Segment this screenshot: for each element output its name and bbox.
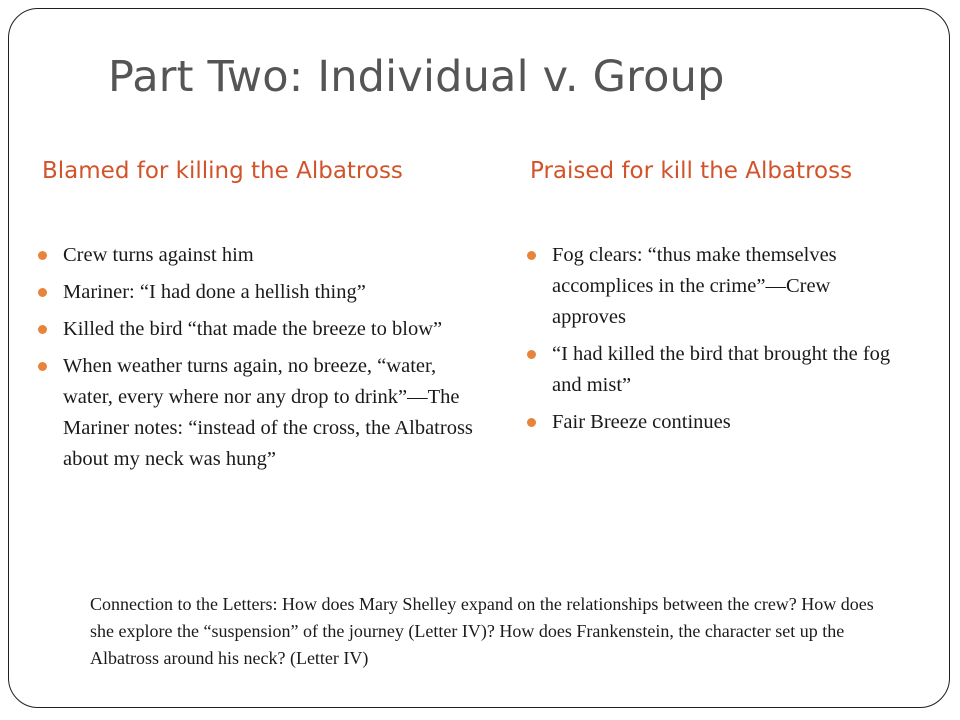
bullet-item — [38, 277, 478, 308]
right-bullet-list — [527, 240, 907, 444]
bullet-dot-icon — [38, 362, 47, 371]
left-bullet-list — [38, 240, 478, 481]
slide-title: Part Two: Individual v. Group — [108, 52, 725, 102]
bullet-dot-icon — [38, 325, 47, 334]
bullet-dot-icon — [38, 288, 47, 297]
bullet-dot-icon — [527, 251, 536, 260]
bullet-text: Mariner: “I had done a hellish thing” — [63, 281, 366, 303]
bullet-dot-icon — [527, 418, 536, 427]
bullet-item — [527, 339, 907, 401]
bullet-dot-icon — [527, 350, 536, 359]
bullet-item — [38, 240, 478, 271]
right-column-heading: Praised for kill the Albatross — [530, 158, 853, 184]
bullet-text: Crew turns against him — [63, 244, 254, 266]
bullet-item — [527, 407, 907, 438]
bullet-item — [527, 240, 907, 333]
bullet-item — [38, 314, 478, 345]
bullet-dot-icon — [38, 251, 47, 260]
bullet-item — [38, 351, 478, 475]
bullet-text: Killed the bird “that made the breeze to blow” — [63, 318, 443, 340]
left-column-heading: Blamed for killing the Albatross — [42, 158, 403, 184]
bullet-text: When weather turns again, no breeze, “water, water, every where nor any drop to drink”—The Mariner notes: “instead of the cross, the Albatross about my neck was hung” — [63, 355, 473, 470]
bullet-text: Fair Breeze continues — [552, 411, 731, 433]
bullet-text: “I had killed the bird that brought the fog and mist” — [552, 343, 891, 396]
bullet-text: Fog clears: “thus make themselves accomplices in the crime”—Crew approves — [552, 244, 837, 328]
connection-note: Connection to the Letters: How does Mary Shelley expand on the relationships between the crew? How does she explore the “suspension” of the journey (Letter IV)? How does Frankenstein, the character set up the Albatross around his neck? (Letter IV) — [90, 594, 874, 668]
